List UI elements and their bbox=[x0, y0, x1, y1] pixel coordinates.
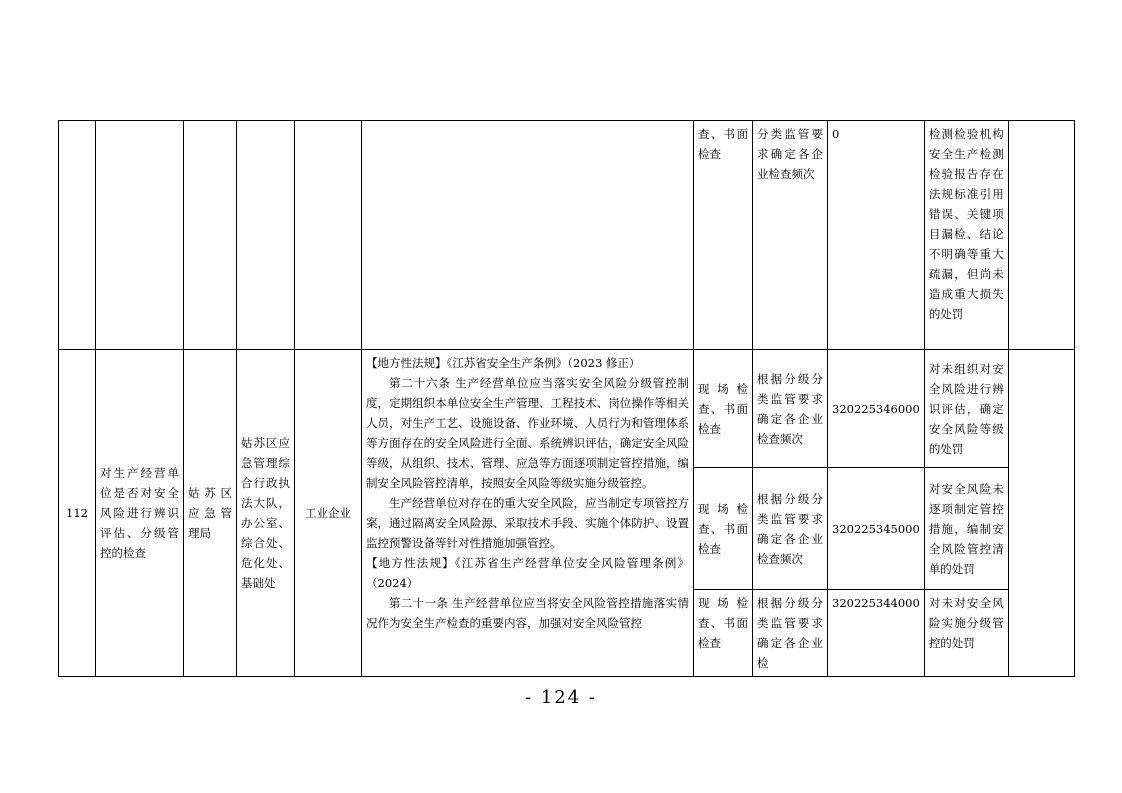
cell-inspection-frequency: 根据分级分类监管要求确定各企业检查频次 bbox=[753, 350, 828, 468]
cell-inspection-frequency: 根据分级分类监管要求确定各企业检查频次 bbox=[753, 468, 828, 590]
cell-inspection-frequency: 分类监管要求确定各企业检查频次 bbox=[753, 121, 828, 350]
cell-remarks-empty bbox=[1008, 121, 1074, 350]
inspection-items-table bbox=[58, 120, 1075, 677]
cell-number-empty bbox=[59, 121, 96, 350]
cell-violation-description: 对未对安全风险实施分级管控的处罚 bbox=[924, 590, 1008, 677]
cell-inspection-method: 现场检查、书面检查 bbox=[694, 590, 753, 677]
cell-target-empty bbox=[295, 121, 362, 350]
cell-item-number: 112 bbox=[59, 350, 96, 677]
cell-inspection-method: 现场检查、书面检查 bbox=[694, 468, 753, 590]
legal-heading-1: 【地方性法规】《江苏省安全生产条例》（2023 修正） bbox=[366, 356, 641, 370]
cell-violation-description: 对安全风险未逐项制定管控措施，编制安全风险管控清单的处罚 bbox=[924, 468, 1008, 590]
legal-article-21: 第二十一条 生产经营单位应当将安全风险管控措施落实情况作为安全生产检查的重要内容，加强对安全风险管控 bbox=[366, 596, 689, 630]
cell-responsible-department: 姑苏区应急管理局 bbox=[184, 350, 237, 677]
cell-item-code: 320225346000 bbox=[828, 350, 925, 468]
cell-dept-empty bbox=[184, 121, 237, 350]
cell-inspection-method: 查、书面检查 bbox=[694, 121, 753, 350]
cell-inspection-frequency: 根据分级分类监管要求确定各企业检 bbox=[753, 590, 828, 677]
cell-inspection-target: 工业企业 bbox=[295, 350, 362, 677]
legal-heading-2: 【地方性法规】《江苏省生产经营单位安全风险管理条例》（2024） bbox=[366, 556, 689, 590]
cell-item-name-empty bbox=[96, 121, 184, 350]
cell-item-code: 320225345000 bbox=[828, 468, 925, 590]
cell-executor-empty bbox=[237, 121, 295, 350]
cell-item-name: 对生产经营单位是否对安全风险进行辨识评估、分级管控的检查 bbox=[96, 350, 184, 677]
table-row-item-112 bbox=[59, 350, 1075, 468]
cell-legal-basis-empty bbox=[362, 121, 694, 350]
cell-inspection-method: 现场检查、书面检查 bbox=[694, 350, 753, 468]
cell-remarks-empty bbox=[1008, 350, 1074, 677]
legal-article-26: 第二十六条 生产经营单位应当落实安全风险分级管控制度，定期组织本单位安全生产管理、工程技术、岗位操作等相关人员，对生产工艺、设施设备、作业环境、人员行为和管理体系等方面存在的安全风险进行全面、系统辨识评估，确定安全风险等级，从组织、技术、管理、应急等方面逐项制定管控措施，编制安全风险管控清单，按照安全风险等级实施分级管控。 bbox=[366, 376, 689, 490]
cell-enforcement-unit: 姑苏区应急管理综合行政执法大队，办公室、综合处、危化处、基础处 bbox=[237, 350, 295, 677]
cell-violation-description: 检测检验机构安全生产检测检验报告存在法规标准引用错误、关键项目漏检、结论不明确等重大疏漏，但尚未造成重大损失的处罚 bbox=[924, 121, 1008, 350]
legal-article-26-para-2: 生产经营单位对存在的重大安全风险，应当制定专项管控方案，通过隔离安全风险源、采取技术手段、实施个体防护、设置监控预警设备等针对性措施加强管控。 bbox=[366, 496, 689, 550]
cell-violation-description: 对未组织对安全风险进行辨识评估，确定安全风险等级的处罚 bbox=[924, 350, 1008, 468]
page-number: - 124 - bbox=[525, 687, 597, 708]
table-row-continued bbox=[59, 121, 1075, 350]
cell-legal-basis bbox=[362, 350, 694, 677]
cell-item-code: 320225344000 bbox=[828, 590, 925, 677]
cell-item-code: 0 bbox=[828, 121, 925, 350]
